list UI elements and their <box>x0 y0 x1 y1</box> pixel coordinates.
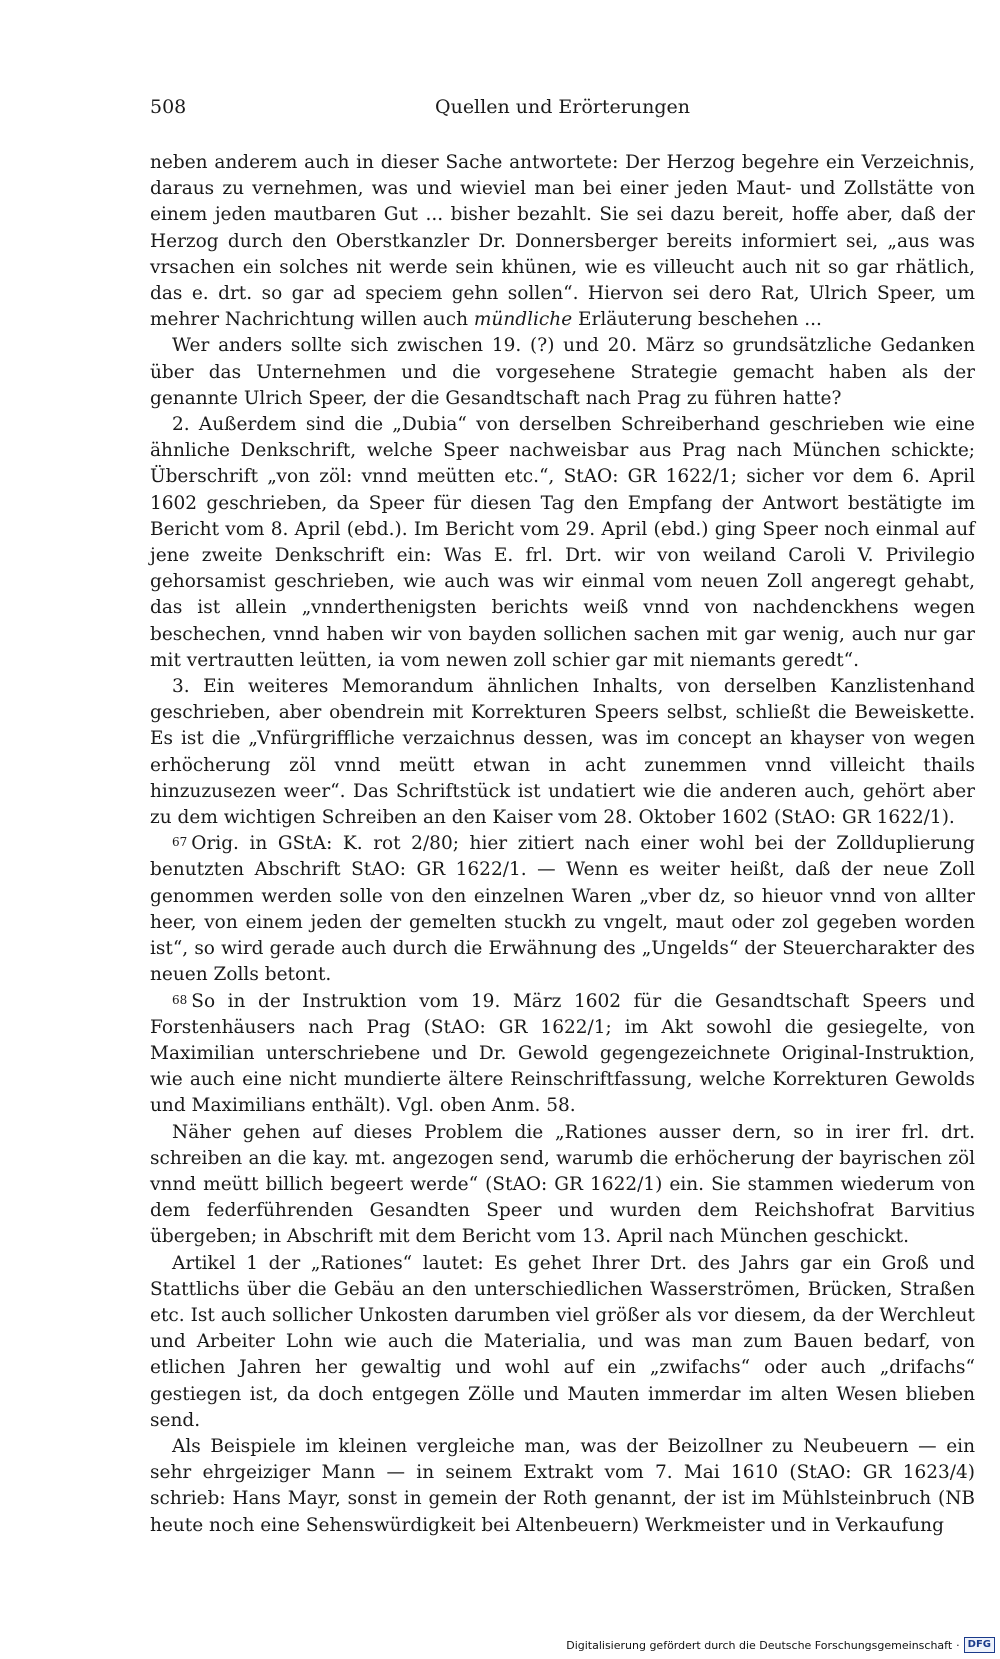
body-paragraph <box>150 1251 975 1434</box>
body-paragraph <box>150 333 975 412</box>
text-run: So in der Instruktion vom 19. März 1602 für die Gesandtschaft Speers und Forstenhäusers nach Prag (StAO: GR 1622/1; im Akt sowohl die gesiegelte, von Maximilian unterschriebene und Dr. Gewold gegengezeichnete Original-Instruktion, wie auch eine nicht mundierte ältere Reinschriftfassung, welche Korrekturen Gewolds und Maximilians enthält). Vgl. oben Anm. 58. <box>150 990 975 1117</box>
footnote-marker: 68 <box>172 992 188 1007</box>
body-text <box>150 150 975 1539</box>
body-paragraph <box>150 412 975 674</box>
text-run: Artikel 1 der „Rationes“ lautet: Es gehet Ihrer Drt. des Jahrs gar ein Groß und Stattlichs über die Gebäu an den unterschiedlichen Wasserströmen, Brücken, Straßen etc. Ist auch sollicher Unkosten darumben viel größer als vor diesem, da der Werchleut und Arbeiter Lohn wie auch die Materialia, und was man zum Bauen bedarf, von etlichen Jahren her gewaltig und wohl auf ein „zwifachs“ oder auch „drifachs“ gestiegen ist, da doch entgegen Zölle und Mauten immerdar im alten Wesen blieben send. <box>150 1252 975 1431</box>
dfg-logo-icon: DFG <box>964 1637 995 1653</box>
page-number: 508 <box>150 96 187 118</box>
body-paragraph <box>150 150 975 333</box>
page-header <box>150 92 975 122</box>
text-run: neben anderem auch in dieser Sache antwortete: Der Herzog begehre ein Verzeichnis, daraus zu vernehmen, was und wieviel man bei einer jeden Maut- und Zollstätte von einem jeden mautbaren Gut ... bisher bezahlt. Sie sei dazu bereit, hoffe aber, daß der Herzog durch den Oberstkanzler Dr. Donnersberger bereits informiert sei, „aus was vrsachen ein solches nit werde sein khünen, wie es villeucht auch nit so gar rhätlich, das e. drt. so gar ad speciem gehn sollen“. Hiervon sei dero Rat, Ulrich Speer, um mehrer Nachrichtung willen auch <box>150 152 975 331</box>
digitization-footer <box>566 1636 995 1654</box>
text-run: Erläuterung beschehen ... <box>572 309 822 331</box>
body-paragraph <box>150 674 975 831</box>
text-run: Näher gehen auf dieses Problem die „Rationes ausser dern, so in irer frl. drt. schreiben an die kay. mt. angezogen send, warumb die erhöcherung der bayrischen zöl vnnd meütt billich begeert werde“ (StAO: GR 1622/1) ein. Sie stammen wiederum von dem federführenden Gesandten Speer und wurden dem Reichshofrat Barvitius übergeben; in Abschrift mit dem Bericht vom 13. April nach München geschickt. <box>150 1121 975 1248</box>
emphasis-text: mündliche <box>473 309 573 331</box>
footer-text: Digitalisierung gefördert durch die Deutsche Forschungsgemeinschaft <box>566 1638 953 1652</box>
text-run: Wer anders sollte sich zwischen 19. (?) und 20. März so grundsätzliche Gedanken über das Unternehmen und die vorgesehene Strategie gemacht haben als der genannte Ulrich Speer, der die Gesandtschaft nach Prag zu führen hatte? <box>150 335 975 409</box>
footnote-paragraph <box>150 989 975 1120</box>
footer-separator: · <box>956 1638 960 1652</box>
footnote-marker: 67 <box>172 835 188 850</box>
running-title: Quellen und Erörterungen <box>435 96 690 118</box>
text-run: Als Beispiele im kleinen vergleiche man, was der Beizollner zu Neubeuern — ein sehr ehrgeiziger Mann — in seinem Extrakt vom 7. Mai 1610 (StAO: GR 1623/4) schrieb: Hans Mayr, sonst in gemein der Roth genannt, der ist im Mühlsteinbruch (NB heute noch eine Sehenswürdigkeit bei Altenbeuern) Werkmeister und in Verkaufung <box>150 1435 975 1536</box>
body-paragraph <box>150 1434 975 1539</box>
body-paragraph <box>150 1120 975 1251</box>
text-run: 2. Außerdem sind die „Dubia“ von derselben Schreiberhand geschrieben wie eine ähnliche Denkschrift, welche Speer nachweisbar aus Prag nach München schickte; Überschrift „von zöl: vnnd meütten etc.“, StAO: GR 1622/1; sicher vor dem 6. April 1602 geschrieben, da Speer für diesen Tag den Empfang der Antwort bestätigte im Bericht vom 8. April (ebd.). Im Bericht vom 29. April (ebd.) ging Speer noch einmal auf jene zweite Denkschrift ein: Was E. frl. Drt. wir von weiland Caroli V. Privilegio gehorsamist geschrieben, wie auch was wir einmal vom neuen Zoll angeregt gehabt, das ist allein „vnnderthenigsten berichts weiß vnnd von nachdenckhens wegen beschechen, vnnd haben wir von bayden sollichen sachen mit gar wenig, auch nur gar mit vertrautten leütten, ia vom newen zoll schier gar mit niemants geredt“. <box>150 414 975 671</box>
text-run: Orig. in GStA: K. rot 2/80; hier zitiert nach einer wohl bei der Zollduplierung benutzten Abschrift StAO: GR 1622/1. — Wenn es weiter heißt, daß der neue Zoll genommen werden solle von den einzelnen Waren „vber dz, so hieuor vnnd von allter heer, von einem jeden der gemelten stuckh zu vngelt, maut oder zol gegeben worden ist“, so wird gerade auch durch die Erwähnung des „Ungelds“ der Steuercharakter des neuen Zolls betont. <box>150 833 975 986</box>
text-run: 3. Ein weiteres Memorandum ähnlichen Inhalts, von derselben Kanzlistenhand geschrieben, aber obendrein mit Korrekturen Speers selbst, schließt die Beweiskette. Es ist die „Vnfürgriffliche verzaichnus dessen, was im concept an khayser von wegen erhöcherung zöl vnnd meütt etwan in acht zunemmen vnnd villeicht thails hinzuzusezen weer“. Das Schriftstück ist undatiert wie die anderen auch, gehört aber zu dem wichtigen Schreiben an den Kaiser vom 28. Oktober 1602 (StAO: GR 1622/1). <box>150 676 975 829</box>
footnote-paragraph <box>150 831 975 988</box>
